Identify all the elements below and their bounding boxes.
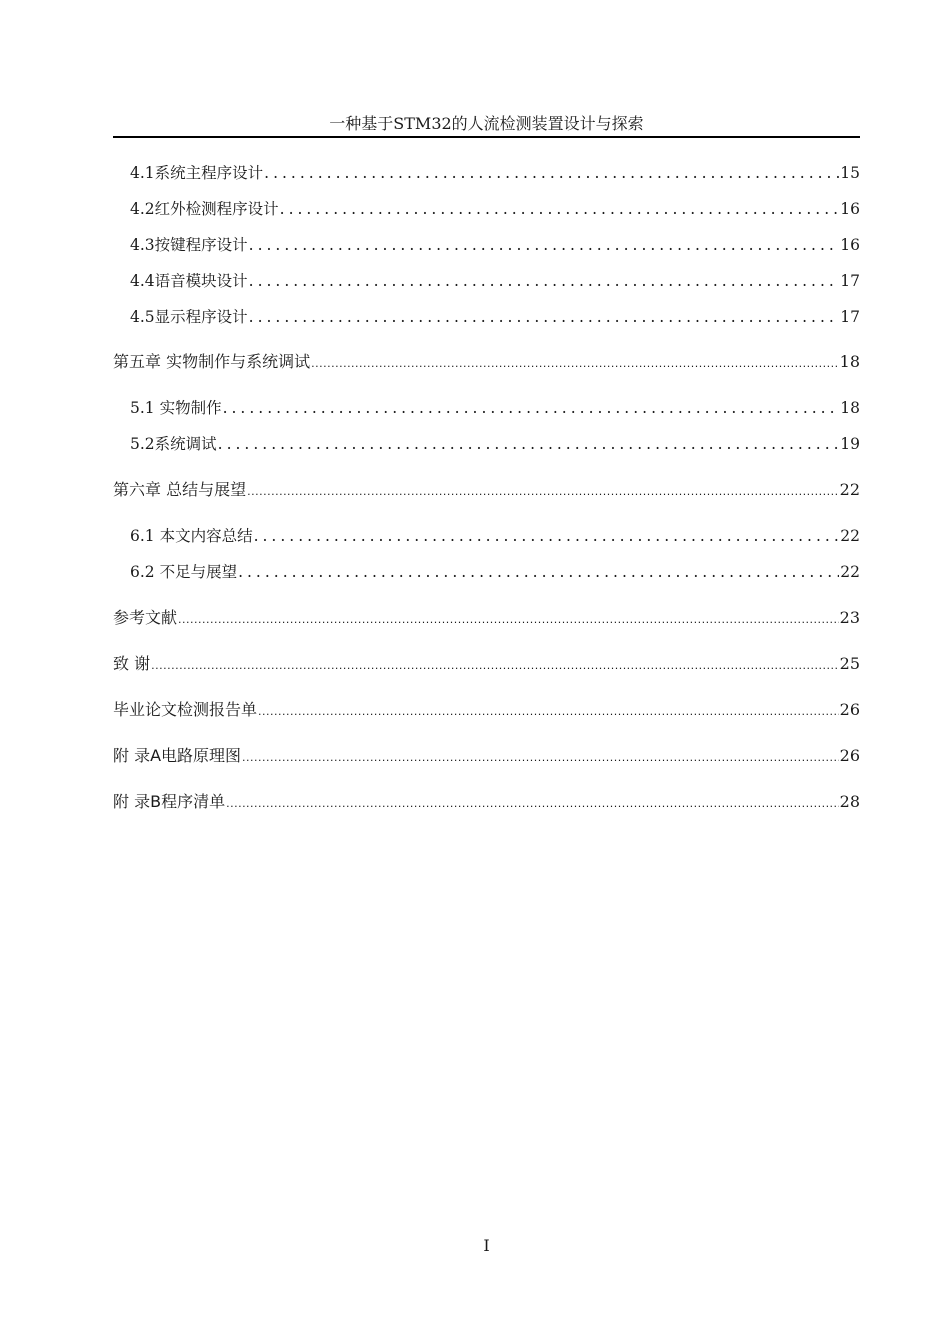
toc-page-number: 25 (839, 654, 860, 673)
toc-page-number: 22 (840, 527, 860, 545)
toc-chapter-title: 附 录B程序清单 (113, 792, 226, 811)
toc-entry-4-4[interactable] (113, 269, 860, 293)
toc-entry-6-1[interactable] (113, 524, 860, 548)
toc-entry-title: 5.1 实物制作 (130, 399, 222, 417)
toc-chapter-title: 第五章 实物制作与系统调试 (113, 352, 311, 371)
toc-chapter-5[interactable] (113, 349, 860, 373)
toc-dot-leader (280, 200, 840, 218)
toc-dot-leader (242, 751, 839, 764)
toc-dot-leader (254, 527, 840, 545)
toc-page-number: 26 (839, 700, 860, 719)
toc-page-number: 28 (839, 792, 860, 811)
toc-dot-leader (218, 435, 840, 453)
toc-entry-title: 4.1系统主程序设计 (130, 164, 264, 182)
toc-page-number: 26 (839, 746, 860, 765)
toc-dot-leader (264, 164, 839, 182)
toc-chapter-title: 附 录A电路原理图 (113, 746, 242, 765)
toc-chapter-title: 参考文献 (113, 608, 178, 627)
toc-page-number: 16 (840, 200, 860, 218)
toc-chapter-title: 第六章 总结与展望 (113, 480, 247, 499)
toc-entry-title: 4.3按键程序设计 (130, 236, 248, 254)
toc-page-number: 22 (840, 563, 860, 581)
toc-dot-leader (247, 485, 839, 498)
toc-appendix-b[interactable] (113, 789, 860, 813)
toc-page-number: 22 (839, 480, 860, 499)
toc-dot-leader (311, 357, 839, 370)
toc-page-number: 18 (839, 352, 860, 371)
toc-references[interactable] (113, 605, 860, 629)
toc-dot-leader (238, 563, 839, 581)
toc-dot-leader (249, 236, 840, 254)
toc-entry-5-2[interactable] (113, 432, 860, 456)
toc-page-number: 23 (839, 608, 860, 627)
toc-dot-leader (178, 613, 839, 626)
toc-chapter-title: 致 谢 (113, 654, 151, 673)
page-number-footer: I (483, 1236, 490, 1255)
toc-appendix-a[interactable] (113, 743, 860, 767)
toc-entry-title: 5.2系统调试 (130, 435, 217, 453)
toc-entry-title: 4.5显示程序设计 (130, 308, 248, 326)
toc-entry-title: 4.2红外检测程序设计 (130, 200, 279, 218)
toc-acknowledgements[interactable] (113, 651, 860, 675)
toc-chapter-title: 毕业论文检测报告单 (113, 700, 258, 719)
toc-dot-leader (249, 272, 840, 290)
toc-entry-4-2[interactable] (113, 197, 860, 221)
toc-entry-4-1[interactable] (113, 161, 860, 185)
toc-page-number: 17 (840, 272, 860, 290)
toc-chapter-6[interactable] (113, 477, 860, 501)
running-header: 一种基于STM32的人流检测装置设计与探索 (329, 114, 644, 133)
toc-page-number: 17 (840, 308, 860, 326)
toc-entry-title: 4.4语音模块设计 (130, 272, 248, 290)
toc-entry-5-1[interactable] (113, 396, 860, 420)
toc-entry-4-5[interactable] (113, 305, 860, 329)
toc-page-number: 16 (840, 236, 860, 254)
toc-page-number: 18 (840, 399, 860, 417)
toc-entry-6-2[interactable] (113, 560, 860, 584)
toc-page-number: 15 (840, 164, 860, 182)
toc-entry-4-3[interactable] (113, 233, 860, 257)
toc-dot-leader (226, 797, 839, 810)
toc-plagiarism-report[interactable] (113, 697, 860, 721)
toc-entry-title: 6.1 本文内容总结 (130, 527, 253, 545)
toc-dot-leader (258, 705, 839, 718)
header-rule (113, 136, 860, 138)
toc-entry-title: 6.2 不足与展望 (130, 563, 238, 581)
toc-dot-leader (249, 308, 840, 326)
toc-page-number: 19 (840, 435, 860, 453)
toc-dot-leader (223, 399, 840, 417)
toc-dot-leader (151, 659, 839, 672)
